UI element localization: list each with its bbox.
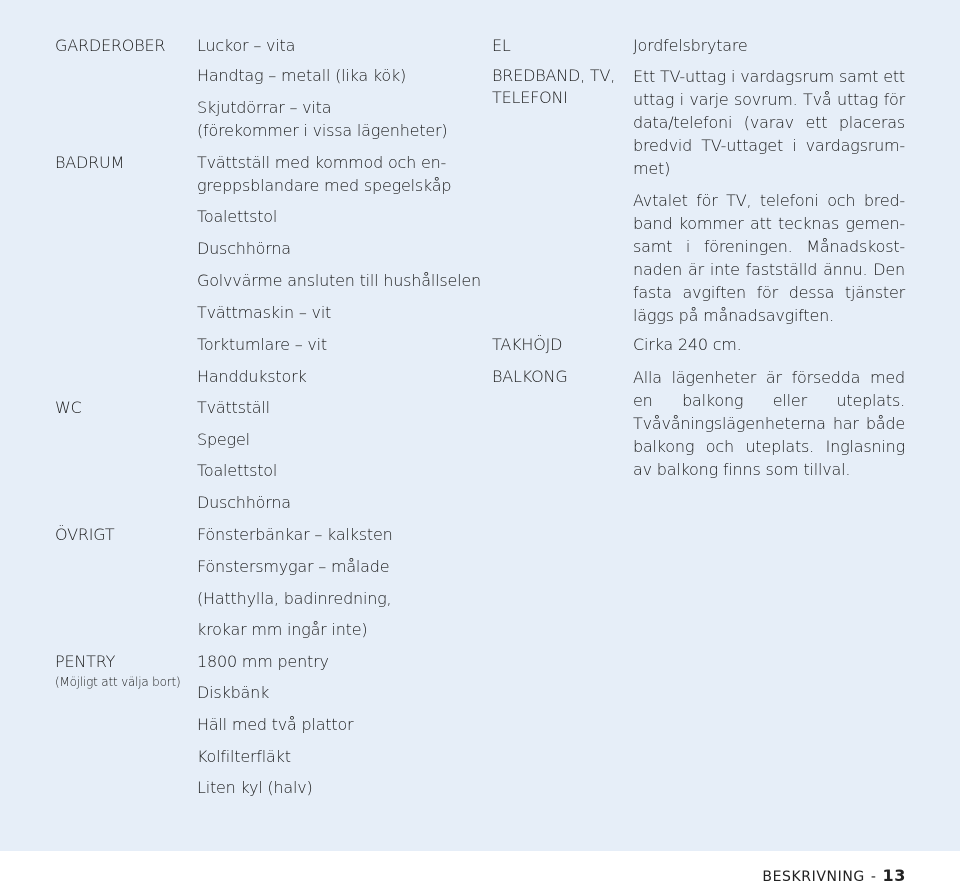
list-item: Fönstersmygar – målade — [197, 557, 390, 576]
list-item: Handdukstork — [197, 367, 307, 386]
list-item: Duschhörna — [197, 493, 291, 512]
list-item: Kolfilterfläkt — [197, 747, 291, 766]
bredband-label-line2: TELEFONI — [492, 88, 568, 107]
list-item: Duschhörna — [197, 239, 291, 258]
balkong-paragraph: Alla lägenheter är försedda med en balkong eller uteplats. Tvåvåningslägenheterna har både balkong och uteplats. Inglasning av balkong finns som tillval. — [633, 368, 905, 479]
page-number: 13 — [882, 866, 906, 885]
list-item: Skjutdörrar – vita — [197, 98, 332, 117]
list-item: Diskbänk — [197, 683, 270, 702]
pentry-label: PENTRY — [55, 652, 116, 671]
el-label: EL — [492, 36, 511, 55]
list-item: Handtag – metall (lika kök) — [197, 66, 407, 85]
balkong-label: BALKONG — [492, 367, 568, 386]
list-item: Fönsterbänkar – kalksten — [197, 525, 393, 544]
bredband-paragraph-1: Ett TV-uttag i vardagsrum samt ett uttag i varje sovrum. Två uttag för data/telefoni (varav ett placeras bredvid TV-uttaget i vardagsrum-met) — [633, 67, 905, 178]
el-value: Jordfelsbrytare — [633, 36, 748, 55]
list-item: Torktumlare – vit — [197, 335, 327, 354]
list-item: Tvättställ — [197, 398, 270, 417]
takhojd-value: Cirka 240 cm. — [633, 335, 742, 354]
badrum-label: BADRUM — [55, 153, 125, 172]
takhojd-label: TAKHÖJD — [492, 335, 563, 354]
list-item: (Hatthylla, badinredning, — [197, 589, 392, 608]
list-item: Spegel — [197, 430, 250, 449]
footer-separator: - — [870, 869, 877, 885]
footer-section: BESKRIVNING — [762, 869, 865, 885]
list-item: Golvvärme ansluten till hushållselen — [197, 271, 481, 290]
list-item: Toalettstol — [197, 461, 278, 480]
ovrigt-label: ÖVRIGT — [55, 525, 115, 544]
garderober-label: GARDEROBER — [55, 36, 166, 55]
list-item: greppsblandare med spegelskåp — [197, 176, 452, 195]
list-item: Häll med två plattor — [197, 715, 354, 734]
wc-label: WC — [55, 398, 82, 417]
list-item: (förekommer i vissa lägenheter) — [197, 121, 448, 140]
list-item: krokar mm ingår inte) — [197, 620, 368, 639]
list-item: 1800 mm pentry — [197, 652, 329, 671]
list-item: Toalettstol — [197, 207, 278, 226]
list-item: Tvättmaskin – vit — [197, 303, 332, 322]
bredband-label-line1: BREDBAND, TV, — [492, 66, 616, 85]
page-footer — [762, 866, 906, 885]
list-item: Luckor – vita — [197, 36, 296, 55]
list-item: Tvättställ med kommod och en- — [197, 153, 447, 172]
bredband-paragraph-2: Avtalet för TV, telefoni och bred-band kommer att tecknas gemen-samt i föreningen. Månadskost-naden är inte fastställd ännu. Den fasta avgiften för dessa tjänster läggs på månadsavgiften. — [633, 191, 905, 325]
list-item: Liten kyl (halv) — [197, 778, 313, 797]
pentry-sublabel: (Möjligt att välja bort) — [55, 675, 181, 689]
